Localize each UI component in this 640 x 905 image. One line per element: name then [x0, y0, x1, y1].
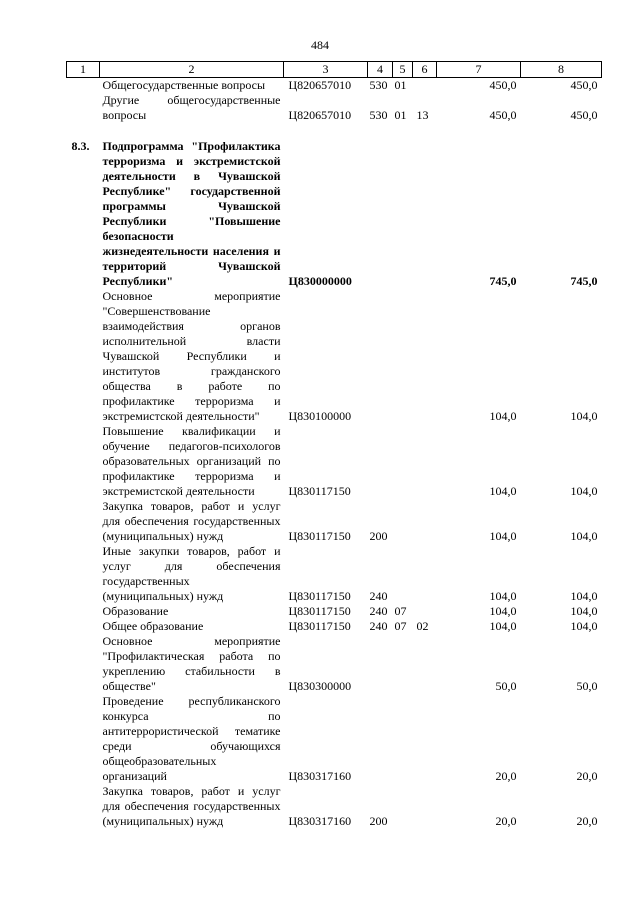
row-code: Ц830317160: [288, 769, 352, 783]
row-number: [67, 619, 100, 634]
header-col-5: 5: [393, 62, 413, 78]
row-col-6: 13: [416, 108, 429, 122]
row-code: Ц820657010: [288, 78, 352, 92]
row-name: Общее образование: [102, 619, 204, 633]
row-name: Закупка товаров, работ и услуг для обеспечения государственных (муниципальных) нужд: [102, 499, 281, 543]
row-col-6: [413, 784, 437, 829]
row-col-5: [393, 289, 413, 424]
row-col-4: 200: [369, 529, 388, 543]
row-number: [67, 544, 100, 604]
table-row: [67, 139, 602, 289]
row-number: [67, 634, 100, 694]
table-row: [67, 544, 602, 604]
row-col-8: 20,0: [576, 769, 598, 783]
row-number: [67, 604, 100, 619]
table-row: [67, 634, 602, 694]
row-col-8: 745,0: [570, 274, 598, 288]
row-col-7: 104,0: [489, 409, 517, 423]
row-number: [67, 289, 100, 424]
row-col-7: 50,0: [495, 679, 517, 693]
row-number: [67, 93, 100, 123]
row-name: Основное мероприятие "Совершенствование взаимодействия органов исполнительной власти Чувашской Республики и институтов гражданского общества в работе по профилактике терроризма и экстремистской деятельности": [102, 289, 281, 423]
row-col-5: [393, 139, 413, 289]
row-number: [67, 784, 100, 829]
row-code: Ц830300000: [288, 679, 352, 693]
row-code: Ц830117150: [288, 589, 351, 603]
row-name: Повышение квалификации и обучение педагогов-психологов образовательных организаций по профилактике терроризма и экстремистской деятельности: [102, 424, 281, 498]
spacer-row: [67, 123, 602, 139]
row-name: Закупка товаров, работ и услуг для обеспечения государственных (муниципальных) нужд: [102, 784, 281, 828]
table-row: [67, 499, 602, 544]
row-col-4: 240: [369, 589, 388, 603]
row-name: Образование: [102, 604, 169, 618]
row-col-8: 50,0: [576, 679, 598, 693]
row-name: Основное мероприятие "Профилактическая работа по укреплению стабильности в обществе": [102, 634, 281, 693]
row-col-6: 02: [416, 619, 429, 633]
table-row: [67, 619, 602, 634]
row-col-6: [413, 289, 437, 424]
header-col-2: 2: [100, 62, 284, 78]
table-body: [67, 78, 602, 830]
row-number: [67, 694, 100, 784]
row-code: Ц830317160: [288, 814, 352, 828]
row-col-8: 104,0: [570, 589, 598, 603]
row-col-7: 104,0: [489, 589, 517, 603]
spacer-cell: [67, 123, 602, 139]
row-code: Ц830117150: [288, 604, 351, 618]
row-col-7: 745,0: [489, 274, 517, 288]
row-name: Проведение республиканского конкурса по антитеррористической тематике среди обучающихся общеобразовательных организаций: [102, 694, 281, 783]
row-col-5: 01: [394, 78, 407, 92]
table-row: [67, 78, 602, 94]
row-col-4: 530: [369, 78, 388, 92]
table-row: [67, 289, 602, 424]
row-col-4: 200: [369, 814, 388, 828]
row-col-8: 450,0: [570, 108, 598, 122]
table-row: [67, 424, 602, 499]
header-row: [67, 62, 602, 78]
row-code: Ц820657010: [288, 108, 352, 122]
row-col-8: 104,0: [570, 619, 598, 633]
row-col-6: [413, 424, 437, 499]
budget-table: [66, 61, 602, 829]
header-col-3: 3: [284, 62, 368, 78]
row-col-5: [393, 544, 413, 604]
row-name: Подпрограмма "Профилактика терроризма и экстремистской деятельности в Чувашской Республике" государственной программы Чувашской Республики "Повышение безопасности жизнедеятельности населения и территорий Чувашской Республики": [102, 139, 281, 288]
row-col-5: 07: [394, 619, 407, 633]
row-col-8: 104,0: [570, 604, 598, 618]
row-col-7: 104,0: [489, 604, 517, 618]
header-col-8: 8: [521, 62, 602, 78]
row-col-8: 104,0: [570, 484, 598, 498]
table-row: [67, 784, 602, 829]
row-col-5: [393, 499, 413, 544]
row-col-4: [368, 694, 393, 784]
row-col-4: 240: [369, 619, 388, 633]
row-name: Иные закупки товаров, работ и услуг для обеспечения государственных (муниципальных) нужд: [102, 544, 281, 603]
row-number: [67, 424, 100, 499]
table-row: [67, 694, 602, 784]
row-code: Ц830100000: [288, 409, 352, 423]
row-col-6: [413, 78, 437, 94]
header-col-1: 1: [67, 62, 100, 78]
row-col-4: [368, 634, 393, 694]
page-number: 484: [311, 38, 329, 52]
row-col-7: 20,0: [495, 814, 517, 828]
row-col-5: [393, 634, 413, 694]
header-col-6: 6: [413, 62, 437, 78]
header-col-4: 4: [368, 62, 393, 78]
row-code: Ц830117150: [288, 484, 351, 498]
row-number: [67, 499, 100, 544]
row-col-4: 240: [369, 604, 388, 618]
row-col-7: 20,0: [495, 769, 517, 783]
row-col-4: [368, 424, 393, 499]
row-col-5: 07: [394, 604, 407, 618]
row-code: Ц830117150: [288, 529, 351, 543]
row-col-5: [393, 424, 413, 499]
row-name: Другие общегосударственные вопросы: [102, 93, 281, 122]
row-col-7: 104,0: [489, 484, 517, 498]
table-row: [67, 93, 602, 123]
row-name: Общегосударственные вопросы: [102, 78, 266, 92]
row-number: [67, 78, 100, 94]
row-col-7: 450,0: [489, 78, 517, 92]
row-col-4: [368, 139, 393, 289]
row-col-5: [393, 694, 413, 784]
row-code: Ц830000000: [288, 274, 352, 288]
row-col-8: 20,0: [576, 814, 598, 828]
row-col-6: [413, 544, 437, 604]
row-col-7: 104,0: [489, 529, 517, 543]
table-row: [67, 604, 602, 619]
row-col-5: 01: [394, 108, 407, 122]
row-col-4: [368, 289, 393, 424]
row-col-8: 450,0: [570, 78, 598, 92]
row-col-6: [413, 694, 437, 784]
row-number: 8.3.: [71, 139, 90, 153]
row-col-8: 104,0: [570, 529, 598, 543]
row-code: Ц830117150: [288, 619, 351, 633]
row-col-6: [413, 499, 437, 544]
row-col-8: 104,0: [570, 409, 598, 423]
row-col-6: [413, 604, 437, 619]
row-col-6: [413, 139, 437, 289]
row-col-4: 530: [369, 108, 388, 122]
row-col-5: [393, 784, 413, 829]
row-col-7: 104,0: [489, 619, 517, 633]
header-col-7: 7: [437, 62, 521, 78]
row-col-6: [413, 634, 437, 694]
row-col-7: 450,0: [489, 108, 517, 122]
